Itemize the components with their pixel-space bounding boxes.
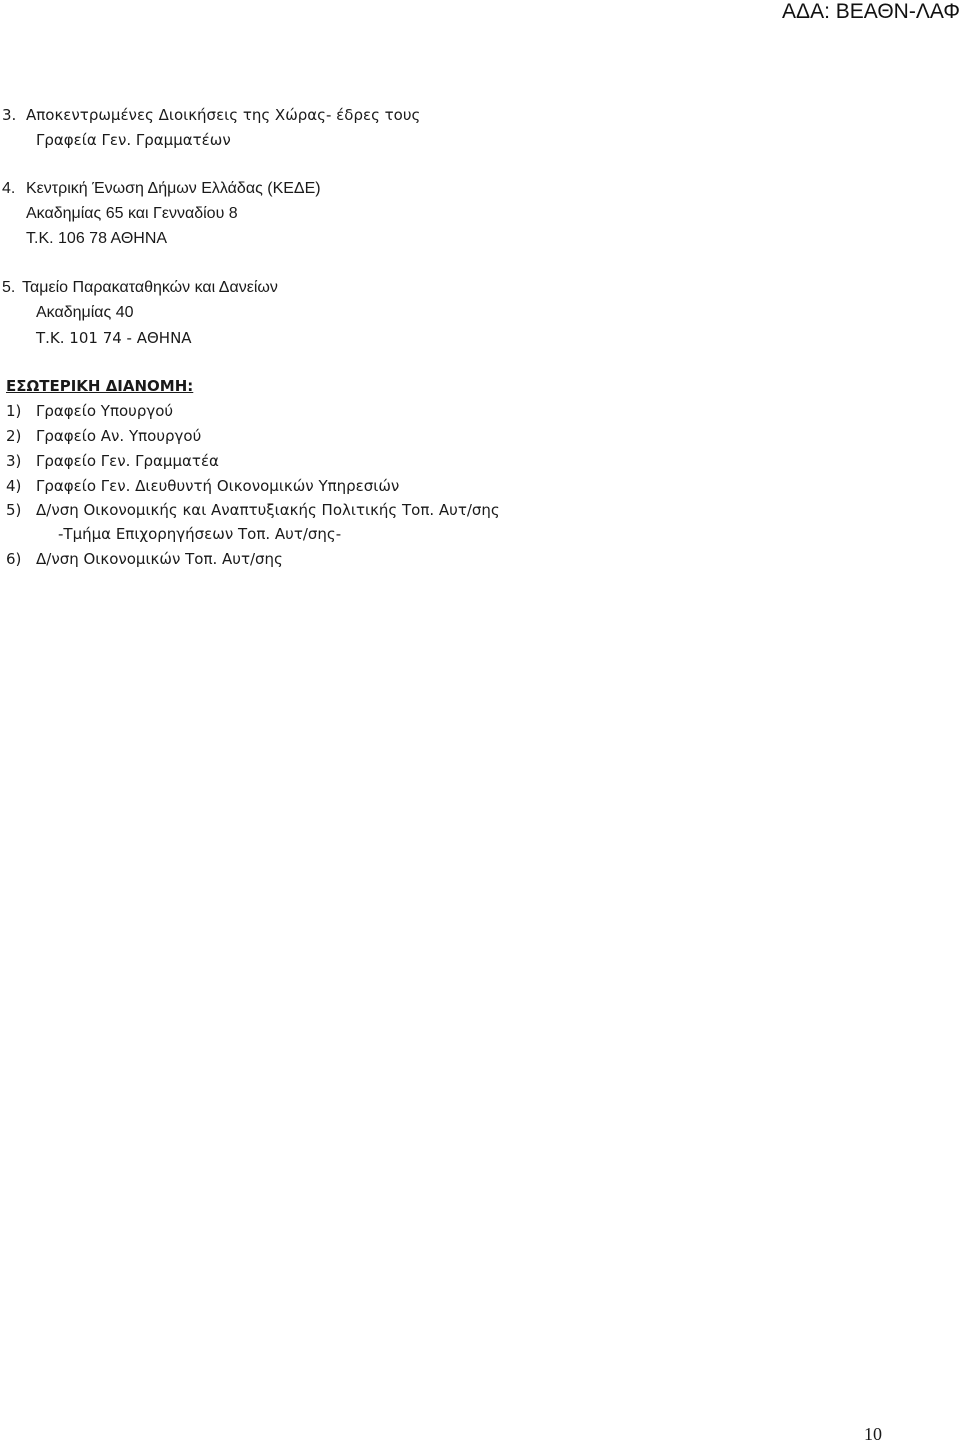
internal-distribution-heading: ΕΣΩΤΕΡΙΚΗ ΔΙΑΝΟΜΗ: <box>6 377 194 395</box>
recipient-5-number: 5. <box>2 279 16 296</box>
distribution-item-1-number: 1) <box>6 402 22 420</box>
distribution-item-5-number: 5) <box>6 501 22 519</box>
recipient-4-line-3: Τ.Κ. 106 78 ΑΘΗΝΑ <box>26 230 168 247</box>
distribution-item-3-text: Γραφείο Γεν. Γραμματέα <box>36 452 219 470</box>
recipient-3-number: 3. <box>2 106 17 124</box>
distribution-item-5-subline: -Τμήμα Επιχορηγήσεων Τοπ. Αυτ/σης- <box>58 525 342 543</box>
distribution-item-5-text: Δ/νση Οικονομικής και Αναπτυξιακής Πολιτικής Τοπ. Αυτ/σης <box>36 501 500 519</box>
recipient-3-line-1: Αποκεντρωμένες Διοικήσεις της Χώρας- έδρες τους <box>26 106 421 124</box>
distribution-item-4-text: Γραφείο Γεν. Διευθυντή Οικονομικών Υπηρεσιών <box>36 477 400 495</box>
recipient-4-line-1: Κεντρική Ένωση Δήμων Ελλάδας (ΚΕΔΕ) <box>26 180 321 197</box>
distribution-item-6-text: Δ/νση Οικονομικών Τοπ. Αυτ/σης <box>36 550 283 568</box>
ada-code-header: ΑΔΑ: ΒΕΑΘΝ-ΛΑΦ <box>782 0 960 23</box>
distribution-item-3-number: 3) <box>6 452 22 470</box>
recipient-3-line-2: Γραφεία Γεν. Γραμματέων <box>36 131 231 149</box>
recipient-5-line-3: Τ.Κ. 101 74 - ΑΘΗΝΑ <box>36 329 192 347</box>
recipient-5-line-1: Ταμείο Παρακαταθηκών και Δανείων <box>22 279 278 296</box>
distribution-item-4-number: 4) <box>6 477 22 495</box>
distribution-item-1-text: Γραφείο Υπουργού <box>36 402 174 420</box>
page-number: 10 <box>864 1424 882 1444</box>
distribution-item-2-text: Γραφείο Αν. Υπουργού <box>36 427 202 445</box>
recipient-4-number: 4. <box>2 180 16 197</box>
recipient-4-line-2: Ακαδημίας 65 και Γενναδίου 8 <box>26 205 238 222</box>
recipient-5-line-2: Ακαδημίας 40 <box>36 304 134 321</box>
distribution-item-2-number: 2) <box>6 427 22 445</box>
distribution-item-6-number: 6) <box>6 550 22 568</box>
